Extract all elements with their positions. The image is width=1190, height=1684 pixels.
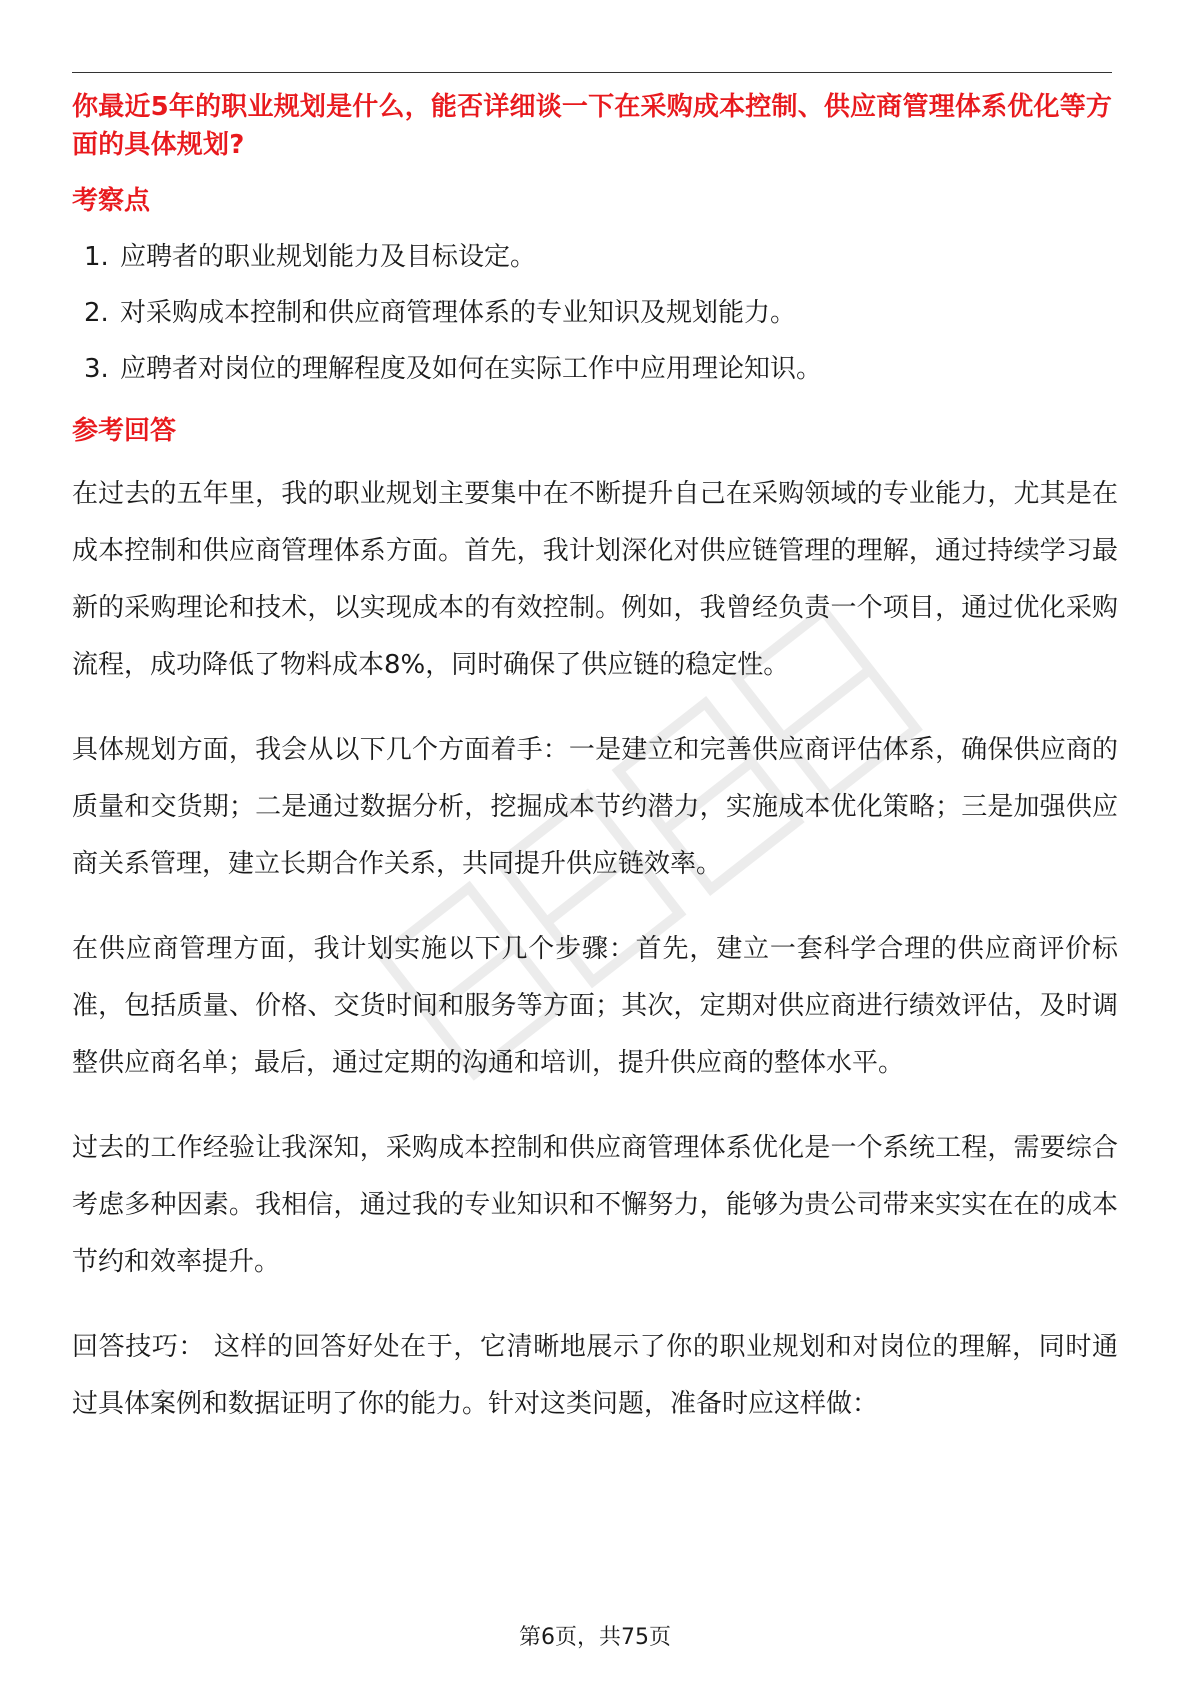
question-title: 你最近5年的职业规划是什么，能否详细谈一下在采购成本控制、供应商管理体系优化等方面的具体规划?	[72, 92, 1113, 160]
points-heading: 考察点	[72, 186, 151, 216]
list-item	[72, 296, 1118, 330]
answer-heading: 参考回答	[72, 416, 177, 446]
answer-paragraph: 过去的工作经验让我深知，采购成本控制和供应商管理体系优化是一个系统工程，需要综合考虑多种因素。我相信，通过我的专业知识和不懈努力，能够为贵公司带来实实在在的成本节约和效率提升。	[72, 1133, 1118, 1277]
document-body	[72, 88, 1118, 1433]
top-divider	[72, 72, 1112, 73]
tips-paragraph: 回答技巧： 这样的回答好处在于，它清晰地展示了你的职业规划和对岗位的理解，同时通过具体案例和数据证明了你的能力。针对这类问题，准备时应这样做：	[72, 1332, 1118, 1419]
list-item	[72, 352, 1118, 386]
list-item-text: 应聘者对岗位的理解程度及如何在实际工作中应用理论知识。	[120, 354, 823, 384]
list-item	[72, 240, 1118, 274]
list-item-text: 应聘者的职业规划能力及目标设定。	[120, 242, 537, 272]
answer-paragraph: 具体规划方面，我会从以下几个方面着手：一是建立和完善供应商评估体系，确保供应商的质量和交货期；二是通过数据分析，挖掘成本节约潜力，实施成本优化策略；三是加强供应商关系管理，建立长期合作关系，共同提升供应链效率。	[72, 735, 1118, 879]
list-item-text: 对采购成本控制和供应商管理体系的专业知识及规划能力。	[120, 298, 797, 328]
answer-paragraph: 在过去的五年里，我的职业规划主要集中在不断提升自己在采购领域的专业能力，尤其是在成本控制和供应商管理体系方面。首先，我计划深化对供应链管理的理解，通过持续学习最新的采购理论和技术，以实现成本的有效控制。例如，我曾经负责一个项目，通过优化采购流程，成功降低了物料成本8%，同时确保了供应链的稳定性。	[72, 479, 1118, 680]
list-item-number: 1.	[84, 242, 109, 272]
page-number: 第6页，共75页	[519, 1625, 671, 1650]
points-list	[72, 240, 1118, 386]
list-item-number: 2.	[84, 298, 109, 328]
list-item-number: 3.	[84, 354, 109, 384]
answer-paragraph: 在供应商管理方面，我计划实施以下几个步骤：首先，建立一套科学合理的供应商评价标准，包括质量、价格、交货时间和服务等方面；其次，定期对供应商进行绩效评估，及时调整供应商名单；最后，通过定期的沟通和培训，提升供应商的整体水平。	[72, 934, 1118, 1078]
